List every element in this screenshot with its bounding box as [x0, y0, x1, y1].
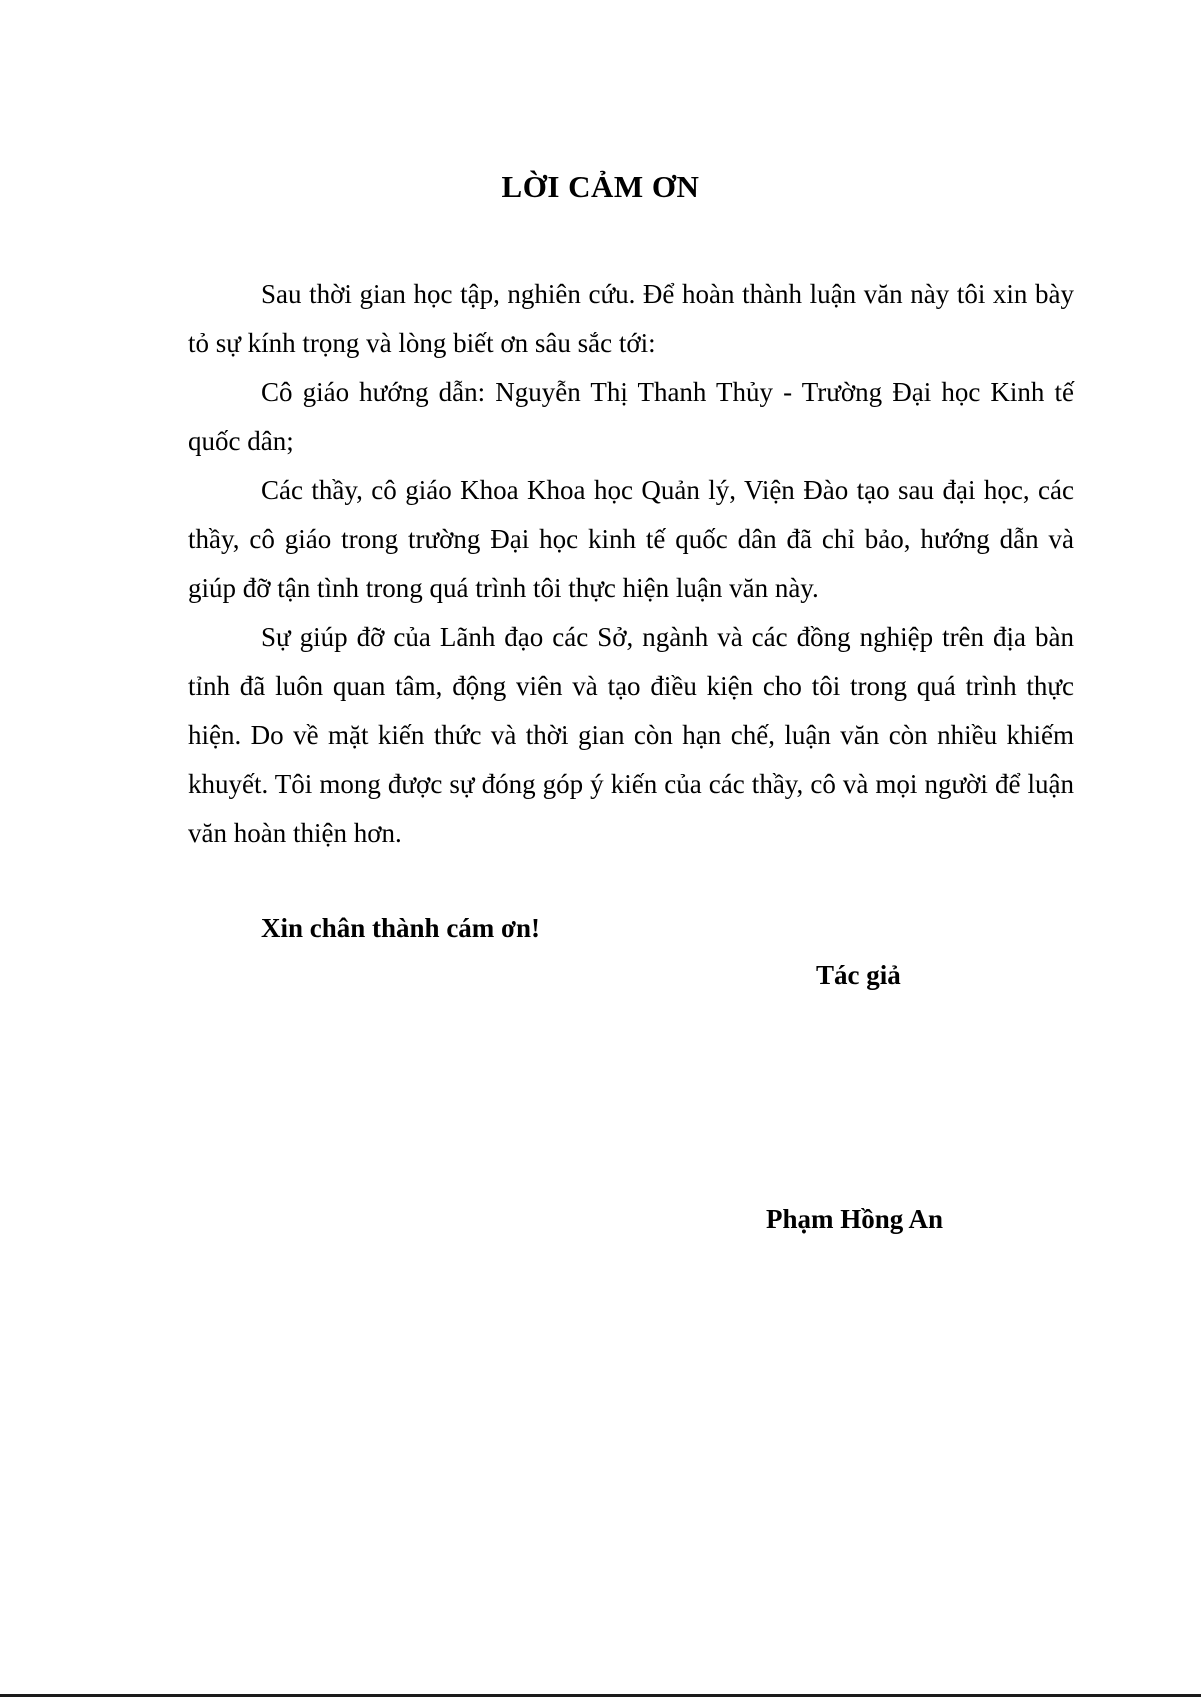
- paragraph-supervisor: Cô giáo hướng dẫn: Nguyễn Thị Thanh Thủy - Trường Đại học Kinh tế quốc dân;: [188, 377, 1074, 456]
- bottom-divider: [0, 1694, 1201, 1697]
- paragraph-colleagues: Sự giúp đỡ của Lãnh đạo các Sở, ngành và các đồng nghiệp trên địa bàn tỉnh đã luôn quan tâm, động viên và tạo điều kiện cho tôi trong quá trình thực hiện. Do về mặt kiến thức và thời gian còn hạn chế, luận văn còn nhiều khiếm khuyết. Tôi mong được sự đóng góp ý kiến của các thầy, cô và mọi người để luận văn hoàn thiện hơn.: [188, 622, 1074, 848]
- closing-thanks: Xin chân thành cám ơn!: [261, 913, 541, 943]
- paragraph-intro: Sau thời gian học tập, nghiên cứu. Để hoàn thành luận văn này tôi xin bày tỏ sự kính trọng và lòng biết ơn sâu sắc tới:: [188, 279, 1074, 358]
- author-name: Phạm Hồng An: [766, 1204, 944, 1234]
- paragraph-faculty: Các thầy, cô giáo Khoa Khoa học Quản lý, Viện Đào tạo sau đại học, các thầy, cô giáo trong trường Đại học kinh tế quốc dân đã chỉ bảo, hướng dẫn và giúp đỡ tận tình trong quá trình tôi thực hiện luận văn này.: [188, 475, 1074, 603]
- page-title: LỜI CẢM ƠN: [501, 169, 700, 204]
- body-text: [188, 270, 1074, 858]
- author-label: Tác giả: [816, 960, 901, 990]
